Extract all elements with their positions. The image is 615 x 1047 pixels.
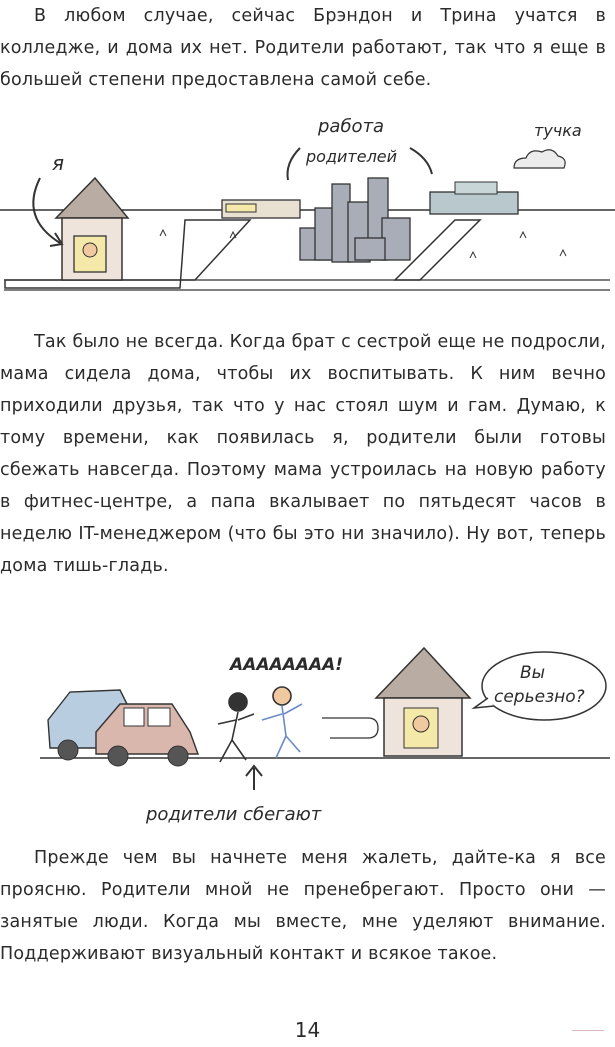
illustration-parents-escape: [0, 640, 615, 835]
cloud-icon: [514, 150, 565, 168]
label-me: я: [52, 151, 65, 175]
paragraph-1: В любом случае, сейчас Брэндон и Трина учатся в колледже, и дома их нет. Родители работают, так что я еще в большей степени предоставлена самой себе.: [0, 6, 606, 90]
speech-line-2: серьезно?: [494, 687, 585, 707]
label-parents: родителей: [306, 147, 398, 166]
people-running-illustration: [218, 687, 302, 762]
label-parents-escape: родители сбегают: [146, 804, 322, 825]
label-scream: АААААААА!: [230, 655, 344, 675]
illustration-house-city: [0, 108, 615, 308]
house-illustration: [56, 178, 128, 280]
page-number: 14: [294, 1018, 321, 1042]
label-cloud: тучка: [534, 121, 582, 140]
paragraph-2: Так было не всегда. Когда брат с сестрой еще не подросли, мама сидела дома, чтобы их воспитывать. К ним вечно приходили друзья, так что у нас стоял шум и гам. Думаю, к тому времени, как появилась я, родители были готовы сбежать навсегда. Поэтому мама устроилась на новую работу в фитнес-центре, а папа вкалывает по пятьдесят часов в неделю IT-менеджером (что бы это ни значило). Ну вот, теперь дома тишь-гладь.: [0, 332, 606, 576]
house-illustration: [376, 648, 470, 756]
corner-mark: [572, 1030, 604, 1041]
car-illustration: [48, 690, 198, 766]
speech-line-1: Вы: [520, 663, 546, 683]
label-work: работа: [318, 116, 385, 137]
paragraph-3: Прежде чем вы начнете меня жалеть, дайте-ка я все проясню. Родители мной не пренебрегают. Просто они — занятые люди. Когда мы вместе, мне уделяют внимание. Поддерживают визуальный контакт и всякое такое.: [0, 848, 606, 964]
city-illustration: [300, 178, 410, 262]
